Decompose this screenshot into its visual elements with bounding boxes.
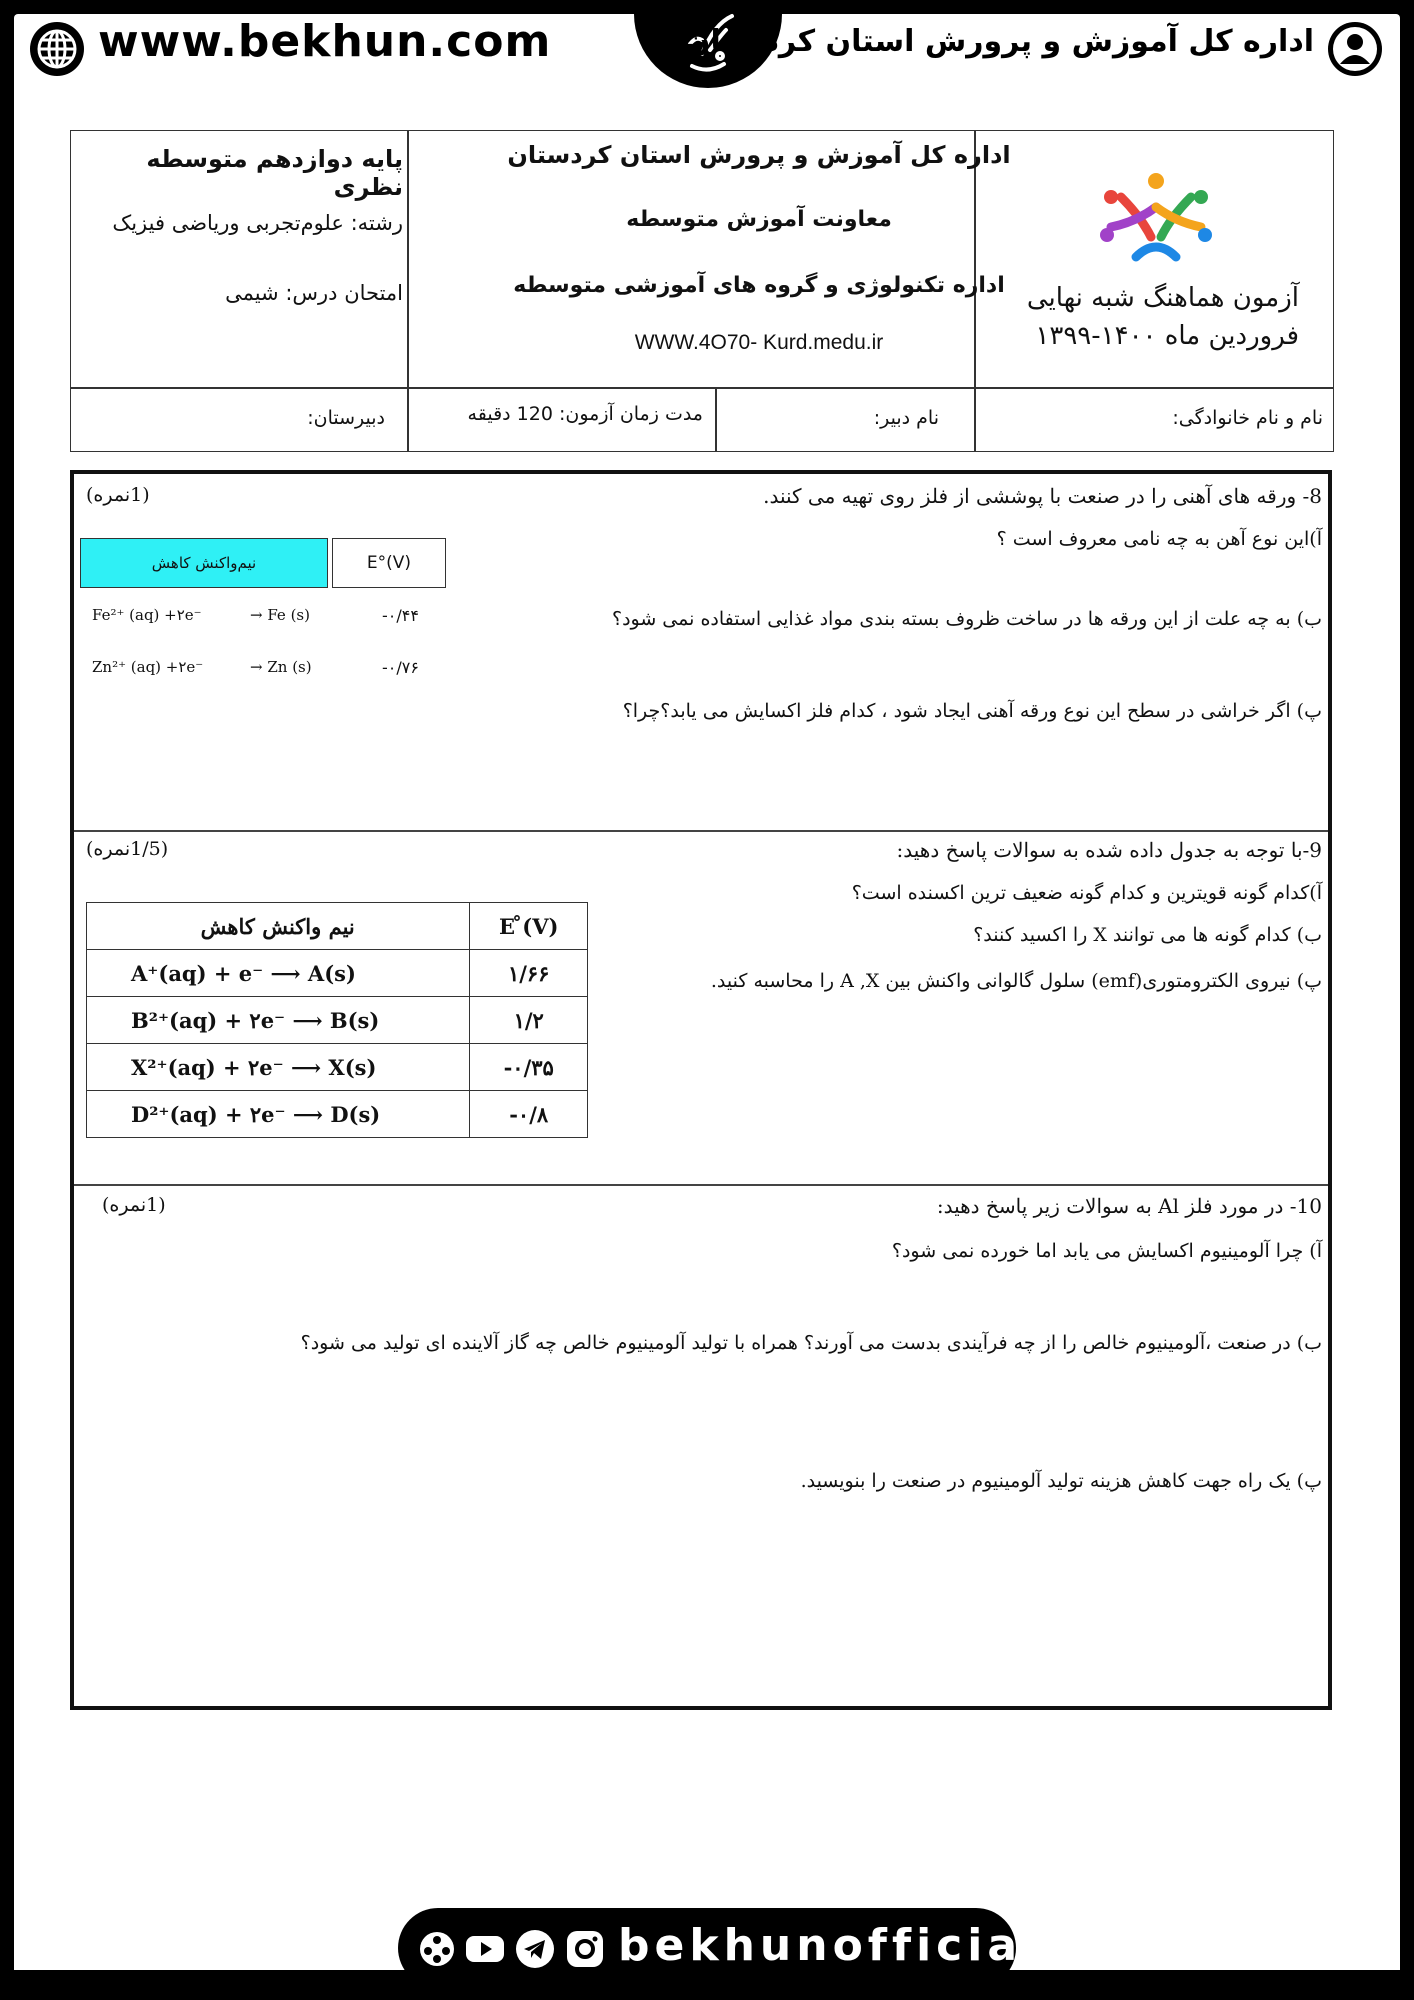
q8-row-right: → Zn (s) [250, 658, 312, 676]
q9-table-header-potential: E ̊(V) [470, 903, 588, 950]
q9-reaction-cell: A⁺(aq) + e⁻ ⟶ A(s) [87, 950, 470, 997]
q9-table-header-reaction: نیم واکنش کاهش [87, 903, 470, 950]
right-frame [1400, 0, 1414, 2000]
questions-box [70, 470, 1332, 1710]
table-row [87, 1044, 588, 1091]
q8-part-a: آ)این نوع آهن به چه نامی معروف است ؟ [996, 528, 1322, 550]
table-row [87, 997, 588, 1044]
exam-date: فروردین ماه ۱۴۰۰-۱۳۹۹ [1035, 321, 1299, 351]
q8-row-left: Fe²⁺ (aq) +۲e⁻ [92, 606, 202, 624]
q9-part-c: پ) نیروی الکترومتوری(emf) سلول گالوانی واکنش بین A ,X را محاسبه کنید. [710, 970, 1322, 992]
info-row-divider [71, 387, 1333, 389]
q9-part-a: آ)کدام گونه قویترین و کدام گونه ضعیف ترین اکسنده است؟ [851, 882, 1322, 904]
org-line-2: معاونت آموزش متوسطه [626, 207, 892, 232]
youtube-icon[interactable] [464, 1928, 506, 1970]
grade-label: پایه دوازدهم متوسطه نظری [146, 145, 403, 201]
q8-score: (1نمره) [86, 484, 150, 506]
user-icon[interactable] [1326, 20, 1384, 78]
q8-row-value: -۰/۷۶ [382, 658, 419, 677]
exam-logo-icon [1081, 167, 1231, 277]
q9-potential-cell: ۱/۲ [470, 997, 588, 1044]
q9-stem: 9-با توجه به جدول داده شده به سوالات پاسخ دهید: [896, 838, 1322, 862]
table-row [87, 950, 588, 997]
exam-info-table [70, 130, 1334, 452]
instagram-icon[interactable] [564, 1928, 606, 1970]
field-label: رشته: علوم‌تجربی وریاضی فیزیک [112, 211, 403, 235]
q10-part-c: پ) یک راه جهت کاهش هزینه تولید آلومینیوم در صنعت را بنویسید. [800, 1470, 1322, 1492]
q8-potential-table [80, 538, 446, 590]
q9-potential-cell: -۰/۳۵ [470, 1044, 588, 1091]
telegram-icon[interactable] [514, 1928, 556, 1970]
teacher-name-label: نام دبیر: [873, 407, 939, 429]
duration-label: مدت زمان آزمون: 120 دقیقه [467, 403, 703, 425]
q8-part-b: ب) به چه علت از این ورقه ها در ساخت ظروف بسته بندی مواد غذایی استفاده نمی شود؟ [611, 608, 1322, 630]
q9-potential-table [86, 902, 588, 1138]
q8-row-left: Zn²⁺ (aq) +۲e⁻ [92, 658, 204, 676]
q8-stem: 8- ورقه های آهنی را در صنعت با پوششی از فلز روی تهیه می کنند. [763, 484, 1322, 508]
org-line-3: اداره تکنولوژی و گروه های آموزشی متوسطه [513, 273, 1005, 298]
q9-potential-cell: -۰/۸ [470, 1091, 588, 1138]
info-divider [407, 131, 409, 451]
q9-score: (1/5نمره) [86, 838, 169, 860]
q9-potential-cell: ۱/۶۶ [470, 950, 588, 997]
q9-table-header-row [87, 903, 588, 950]
q10-stem: 10- در مورد فلز Al به سوالات زیر پاسخ دهید: [936, 1194, 1322, 1218]
question-separator [74, 830, 1328, 832]
q10-part-b: ب) در صنعت ،آلومینیوم خالص را از چه فرآیندی بدست می آورند؟ همراه با تولید آلومینیوم خالص چه گاز آلاینده ای تولید می شود؟ [300, 1332, 1322, 1354]
q10-score: (1نمره) [102, 1194, 166, 1216]
school-label: دبیرستان: [307, 407, 385, 429]
q10-part-a: آ) چرا آلومینیوم اکسایش می یابد اما خورده نمی شود؟ [891, 1240, 1322, 1262]
q8-table-header-potential: E°(V) [332, 538, 446, 588]
org-line-1: اداره کل آموزش و پرورش استان کردستان [507, 141, 1011, 169]
student-name-label: نام و نام خانوادگی: [1172, 407, 1323, 429]
globe-icon[interactable] [28, 20, 86, 78]
info-divider [715, 387, 717, 451]
footer-handle[interactable]: bekhunofficial [618, 1920, 1043, 1971]
q9-reaction-cell: B²⁺(aq) + ۲e⁻ ⟶ B(s) [87, 997, 470, 1044]
org-website: WWW.4O70- Kurd.medu.ir [634, 331, 884, 354]
q9-reaction-cell: X²⁺(aq) + ۲e⁻ ⟶ X(s) [87, 1044, 470, 1091]
q9-part-b: ب) کدام گونه ها می توانند X را اکسید کنند؟ [973, 924, 1322, 946]
q8-row-right: → Fe (s) [250, 606, 310, 624]
table-row [87, 1091, 588, 1138]
header-department: اداره کل آموزش و پرورش استان کردستان [684, 24, 1314, 59]
course-label: امتحان درس: شیمی [225, 281, 403, 305]
q8-table-header-reaction: نیم‌واکنش کاهش [80, 538, 328, 588]
site-url[interactable]: www.bekhun.com [98, 16, 552, 67]
exam-title: آزمون هماهنگ شبه نهایی [1026, 283, 1299, 313]
q8-part-c: پ) اگر خراشی در سطح این نوع ورقه آهنی ایجاد شود ، کدام فلز اکسایش می یابد؟چرا؟ [622, 700, 1322, 722]
q8-row-value: -۰/۴۴ [382, 606, 419, 625]
q9-reaction-cell: D²⁺(aq) + ۲e⁻ ⟶ D(s) [87, 1091, 470, 1138]
question-separator [74, 1184, 1328, 1186]
aparat-icon[interactable] [416, 1928, 458, 1970]
left-frame [0, 0, 14, 2000]
